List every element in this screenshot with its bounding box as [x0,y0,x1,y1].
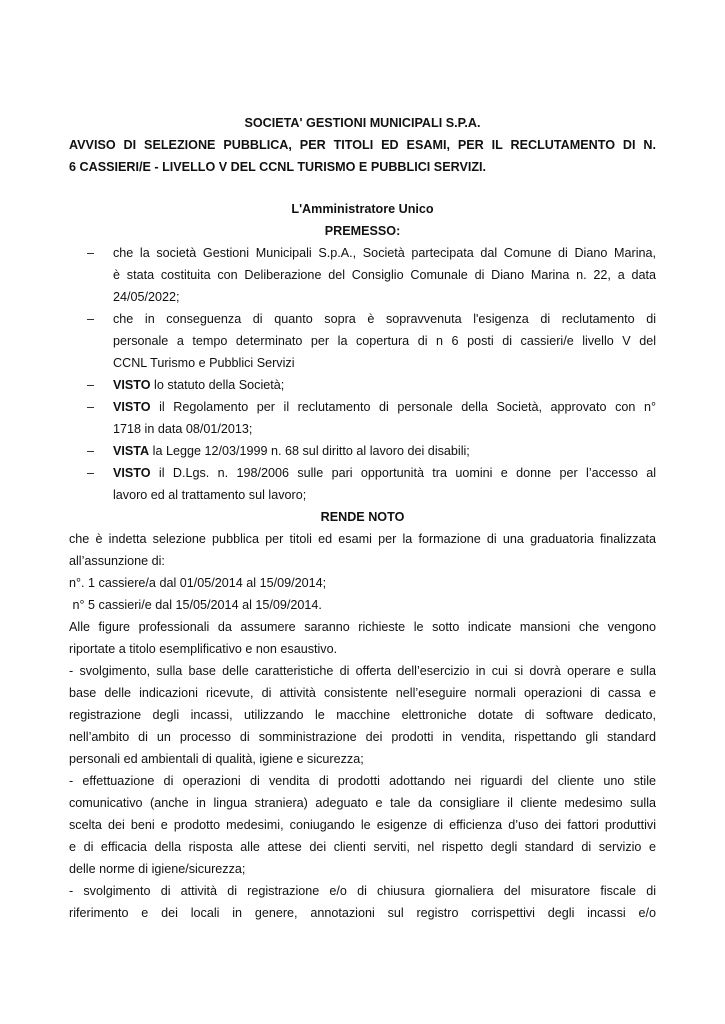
premise-item [69,242,656,308]
company-name: SOCIETA' GESTIONI MUNICIPALI S.P.A. [244,116,481,130]
spacer [69,178,656,198]
premise-text: il Regolamento per il reclutamento di personale della Società, approvato con n° [150,400,656,414]
premise-keyword: VISTA [113,444,150,458]
body-line: che è indetta selezione pubblica per titoli ed esami per la formazione di una graduatoria finalizzata [69,532,656,546]
premise-item [69,440,656,462]
body-line: e di efficacia della risposta alle attese dei clienti serviti, nel rispetto degli standard di servizio e [69,840,656,854]
body-line: riportate a titolo esemplificativo e non esaustivo. [69,642,338,656]
body-line: Alle figure professionali da assumere saranno richieste le sotto indicate mansioni che vengono [69,620,656,634]
body-line: nell’ambito di un processo di somministrazione dei prodotti in vendita, rispettando gli standard [69,730,656,744]
premise-keyword: VISTO [113,378,151,392]
body-line: - svolgimento di attività di registrazione e/o di chiusura giornaliera del misuratore fiscale di [69,884,656,898]
premesso-heading: PREMESSO: [324,224,401,238]
dash-marker: – [87,444,95,458]
premise-text: personale a tempo determinato per la copertura di n 6 posti di cassieri/e livello V del [113,334,656,348]
premise-text: che la società Gestioni Municipali S.p.A., Società partecipata dal Comune di Diano Marina, [113,246,656,260]
premise-text: lavoro ed al trattamento sul lavoro; [113,488,307,502]
body-line: scelta dei beni e prodotto medesimi, coniugando le esigenze di efficienza d’uso dei fattori produttivi [69,818,656,832]
body-line: personali ed ambientali di qualità, igiene e sicurezza; [69,752,364,766]
document-body [69,112,656,924]
rende-noto-heading: RENDE NOTO [320,510,405,524]
premise-text: che in conseguenza di quanto sopra è sopravvenuta l'esigenza di reclutamento di [113,312,656,326]
author-heading: L'Amministratore Unico [291,202,434,216]
dash-marker: – [87,400,95,414]
premise-item [69,462,656,506]
dash-marker: – [87,246,95,260]
premise-keyword: VISTO [113,400,151,414]
premise-keyword: VISTO [113,466,151,480]
dash-marker: – [87,312,95,326]
body-line: delle norme di igiene/sicurezza; [69,862,246,876]
body-line: base delle indicazioni ricevute, di attività consistente nell’eseguire normali operazioni di cassa e [69,686,656,700]
premise-item [69,308,656,374]
premise-text: il D.Lgs. n. 198/2006 sulle pari opportunità tra uomini e donne per l’accesso al [150,466,656,480]
premise-text: è stata costituita con Deliberazione del Consiglio Comunale di Diano Marina n. 22, a data [113,268,656,282]
body-line: - effettuazione di operazioni di vendita di prodotti adottando nei riguardi del cliente uno stile [69,774,656,788]
premise-item [69,374,656,396]
body-line: registrazione degli incassi, utilizzando le macchine elettroniche dotate di software dedicato, [69,708,656,722]
body-line: n° 5 cassieri/e dal 15/05/2014 al 15/09/2014. [69,598,322,612]
premise-text: 24/05/2022; [113,290,180,304]
body-line: n°. 1 cassiere/a dal 01/05/2014 al 15/09/2014; [69,576,327,590]
dash-marker: – [87,378,95,392]
body-line: - svolgimento, sulla base delle caratteristiche di offerta dell’esercizio in cui si dovrà operare e sulla [69,664,656,678]
premise-text: lo statuto della Società; [150,378,285,392]
premise-text: 1718 in data 08/01/2013; [113,422,253,436]
premise-text: la Legge 12/03/1999 n. 68 sul diritto al lavoro dei disabili; [149,444,470,458]
notice-title-line-2: 6 CASSIERI/E - LIVELLO V DEL CCNL TURISMO E PUBBLICI SERVIZI. [69,160,487,174]
premise-text: CCNL Turismo e Pubblici Servizi [113,356,295,370]
notice-title-line-1: AVVISO DI SELEZIONE PUBBLICA, PER TITOLI ED ESAMI, PER IL RECLUTAMENTO DI N. [69,138,656,152]
body-line: all’assunzione di: [69,554,165,568]
body-line: riferimento e dei locali in genere, annotazioni sul registro corrispettivi degli incassi e/o [69,906,656,920]
body-line: comunicativo (anche in lingua straniera) adeguato e tale da consigliare il cliente medesimo sulla [69,796,656,810]
premise-item [69,396,656,440]
dash-marker: – [87,466,95,480]
